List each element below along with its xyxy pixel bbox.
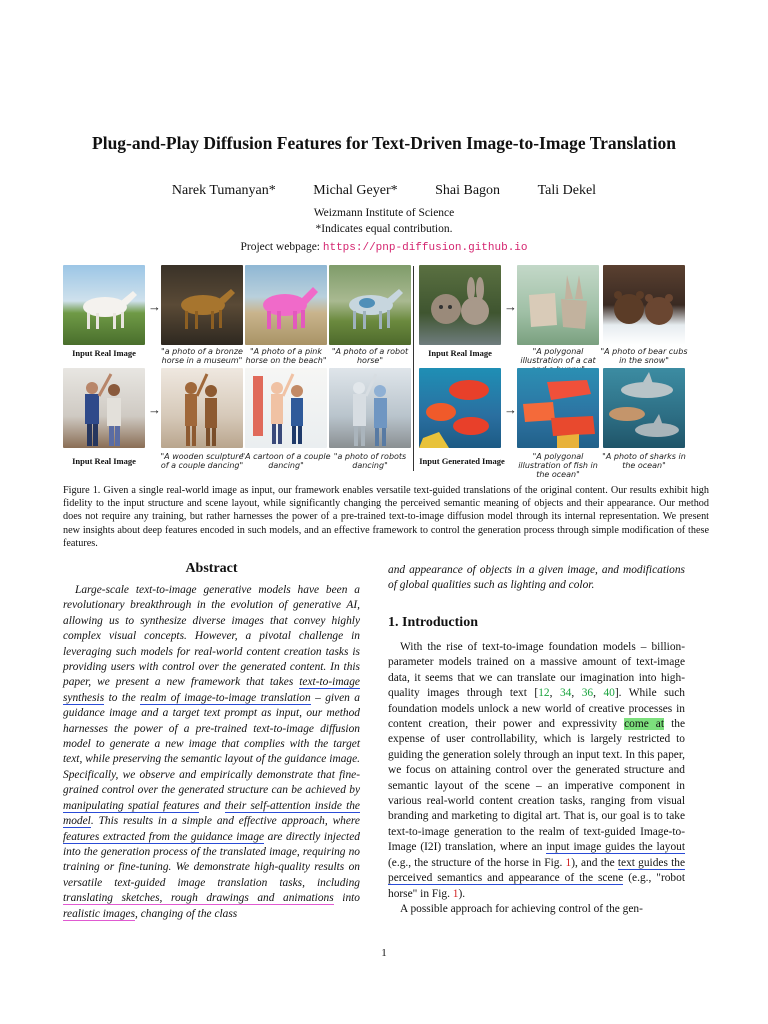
paper-title: Plug-and-Play Diffusion Features for Text-Driven Image-to-Image Translation xyxy=(92,133,676,153)
intro-paragraph: A possible approach for achieving control of the gen- xyxy=(400,902,643,915)
input-label: Input Real Image xyxy=(72,456,136,466)
webpage-link[interactable]: https://pnp-diffusion.github.io xyxy=(322,242,528,254)
author-list xyxy=(0,183,768,199)
citation-link[interactable]: 36 xyxy=(581,687,594,700)
prompt-caption: "a photo of a bronze horse in a museum" xyxy=(161,347,243,365)
cartoon-dancers-image xyxy=(245,368,327,448)
highlight-underline: realm of image-to-image translation xyxy=(140,691,311,704)
polygonal-fish-image xyxy=(517,368,599,448)
robots-dancing-image xyxy=(329,368,411,448)
input-label: Input Generated Image xyxy=(419,456,505,466)
citation-link[interactable]: 40 xyxy=(603,687,615,700)
intro-paragraph: With the rise of text-to-image foundation models – billion-parameter models trained on a massive amount of text-image data, it seems that we can translate our imagination into high-quality images through text [12, 34, 36, 40]. While such foundation models unlock a new world of creative processes in content creation, their power and expressivity come at the expense of user controllability, which is largely restricted to guiding the generation solely through an input text. In this paper, we focus on attaining control over the generated structure and semantic layout of the scene – an imperative component in various real-world content creation tasks, ranging from visual branding and marketing to digital art. That is, our goal is to take text-to-image generation to the realm of text-guided Image-to-Image (I2I) translation, where an input image guides the layout (e.g., the structure of the horse in Fig. 1), and the text guides the perceived semantics and appearance of the scene (e.g., "robot horse" in Fig. 1). xyxy=(388,641,686,900)
polygonal-cat-bunny-image xyxy=(517,265,599,345)
citation-link[interactable]: 12 xyxy=(538,687,550,700)
arrow-icon: → xyxy=(148,299,161,314)
project-webpage xyxy=(0,239,768,256)
input-fish-image xyxy=(419,368,501,448)
highlight-underline: realistic images xyxy=(63,907,136,920)
section-heading: 1. Introduction xyxy=(388,615,478,630)
highlight-underline: features extracted from the guidance image xyxy=(63,830,265,843)
prompt-caption: "A polygonal illustration of a cat xyxy=(520,347,596,365)
figure-link[interactable]: 1 xyxy=(452,887,459,900)
intro-text xyxy=(388,640,685,917)
abstract-text: Large-scale text-to-image generative models have been a revolutionary breakthrough in the evolution of generative AI, allowing us to synthesize diverse images that convey highly complex visual concepts. However, a pivotal challenge in leveraging such models for real-world content creation tasks is providing users with control over the generated content. In this paper, we present a new framework that takes text-to-image synthesis to the realm of image-to-image translation – given a guidance image and a target text prompt as input, our method harnesses the power of a pre-trained text-to-image diffusion model to generate a new image that complies with the target text, while preserving the semantic layout of the guidance image. Specifically, we observe and empirically demonstrate that fine-grained control over the generated structure can be achieved by manipulating spatial features and their self-attention inside the model. This results in a simple and effective approach, where features extracted from the guidance image are directly injected into the generation process of the translated image, requiring no training or fine-tuning. We demonstrate high-quality results on versatile text-guided image translation tasks, including translating sketches, rough drawings and animations into realistic images, changing of the class xyxy=(63,584,360,920)
author-name: Tali Dekel xyxy=(537,183,597,198)
abstract-heading: Abstract xyxy=(185,561,238,576)
highlight-underline: input image guides the layout xyxy=(546,841,686,854)
prompt-caption: "A polygonal illustration of fish in the ocean" xyxy=(518,452,598,479)
affiliation: Weizmann Institute of Science xyxy=(313,207,455,219)
input-label: Input Real Image xyxy=(428,348,492,358)
highlighted-text: come at xyxy=(624,718,665,731)
highlight-underline: translating sketches, rough drawings and animations xyxy=(63,892,334,905)
abstract-continuation: and appearance of objects in a given image, and modifications of global qualities such as lighting and color. xyxy=(388,564,685,592)
prompt-caption: "a photo of robots dancing" xyxy=(333,452,407,470)
highlight-underline: text guides the perceived semantics and appearance of the scene xyxy=(388,856,685,885)
figure-caption: Figure 1. Given a single real-world image as input, our framework enables versatile text-guided translations of the original content. Our results exhibit high fidelity to the input structure and scene layout, while significantly changing the perceived semantic meaning of objects and their appearance. Our method does not require any training, but rather harnesses the power of a pre-trained text-to-image diffusion model through its internal representation. We present new insights about deep features encoded in such models, and an effective framework to control the generation process through simple modification of these features. xyxy=(63,485,709,549)
input-label: Input Real Image xyxy=(72,348,136,358)
author-name: Shai Bagon xyxy=(435,183,501,198)
highlight-underline: manipulating spatial features xyxy=(63,799,200,812)
webpage-label: Project webpage: xyxy=(240,241,323,253)
input-horse-image xyxy=(63,265,145,345)
prompt-caption: "A photo of a robot horse" xyxy=(331,347,409,365)
bronze-horse-image xyxy=(161,265,243,345)
prompt-caption: "A wooden sculpture of a couple dancing" xyxy=(160,452,244,470)
arrow-icon: → xyxy=(504,299,517,314)
affiliation-block xyxy=(0,205,768,256)
figure-divider xyxy=(413,266,414,471)
prompt-caption: "A photo of sharks in the ocean" xyxy=(602,452,686,470)
figure-link[interactable]: 1 xyxy=(565,856,572,869)
pink-horse-image xyxy=(245,265,327,345)
highlight-underline: text-to-image synthesis xyxy=(63,676,360,704)
robot-horse-image xyxy=(329,265,411,345)
page-number: 1 xyxy=(381,947,387,959)
input-cat-bunny-image xyxy=(419,265,501,345)
citation-link[interactable]: 34 xyxy=(559,687,572,700)
highlight-underline: their self-attention inside the model xyxy=(63,799,360,828)
prompt-caption: "A photo of bear cubs in the snow" xyxy=(600,347,688,365)
arrow-icon: → xyxy=(148,402,161,417)
prompt-caption: "A cartoon of a couple dancing" xyxy=(241,452,331,470)
prompt-caption: "A photo of a pink horse on the beach" xyxy=(245,347,327,365)
author-name: Narek Tumanyan* xyxy=(171,183,276,198)
wooden-sculpture-image xyxy=(161,368,243,448)
bear-cubs-image xyxy=(603,265,685,345)
sharks-image xyxy=(603,368,685,448)
arrow-icon: → xyxy=(504,402,517,417)
author-name: Michal Geyer* xyxy=(313,183,398,198)
equal-contribution-note: *Indicates equal contribution. xyxy=(315,223,453,235)
input-dancers-image xyxy=(63,368,145,448)
